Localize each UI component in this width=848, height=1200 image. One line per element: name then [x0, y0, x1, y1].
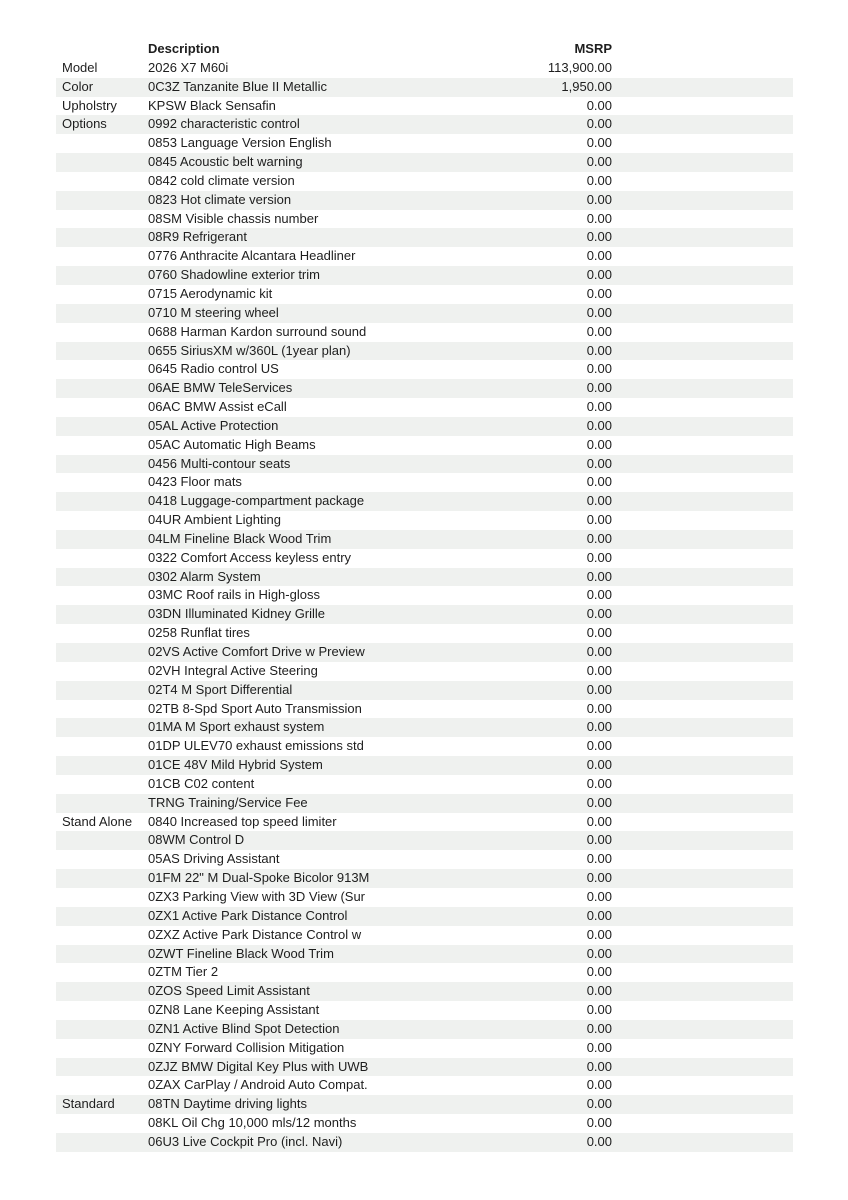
- row-msrp: 0.00: [586, 116, 612, 132]
- row-msrp: 0.00: [586, 662, 612, 678]
- row-description: 01FM 22" M Dual-Spoke Bicolor 913M: [148, 870, 370, 886]
- row-description: 0645 Radio control US: [148, 361, 279, 377]
- table-row: [56, 756, 793, 775]
- row-description: 0ZX1 Active Park Distance Control: [148, 907, 348, 923]
- row-category: Upholstry: [62, 97, 117, 113]
- table-row: [56, 605, 793, 624]
- row-msrp: 0.00: [586, 97, 612, 113]
- row-description: 04LM Fineline Black Wood Trim: [148, 530, 332, 546]
- row-msrp: 0.00: [586, 1058, 612, 1074]
- row-msrp: 0.00: [586, 888, 612, 904]
- row-description: 0C3Z Tanzanite Blue II Metallic: [148, 78, 327, 94]
- row-description: 0ZN8 Lane Keeping Assistant: [148, 1002, 320, 1018]
- table-row: [56, 379, 793, 398]
- table-row: [56, 266, 793, 285]
- table-row: [56, 643, 793, 662]
- row-description: 08WM Control D: [148, 832, 245, 848]
- row-msrp: 0.00: [586, 926, 612, 942]
- row-description: 03MC Roof rails in High-gloss: [148, 587, 320, 603]
- row-description: 06U3 Live Cockpit Pro (incl. Navi): [148, 1133, 343, 1149]
- row-description: 0760 Shadowline exterior trim: [148, 267, 320, 283]
- row-description: 05AC Automatic High Beams: [148, 436, 316, 452]
- row-msrp: 0.00: [586, 719, 612, 735]
- row-description: 0418 Luggage-compartment package: [148, 493, 365, 509]
- table-row: [56, 888, 793, 907]
- row-msrp: 0.00: [586, 285, 612, 301]
- row-msrp: 0.00: [586, 813, 612, 829]
- row-description: 0ZXZ Active Park Distance Control w: [148, 926, 362, 942]
- table-row: [56, 134, 793, 153]
- row-msrp: 0.00: [586, 380, 612, 396]
- row-msrp: 0.00: [586, 436, 612, 452]
- table-row: [56, 869, 793, 888]
- row-description: 02VH Integral Active Steering: [148, 662, 318, 678]
- row-description: 0715 Aerodynamic kit: [148, 285, 273, 301]
- row-msrp: 1,950.00: [561, 78, 612, 94]
- row-msrp: 0.00: [586, 1039, 612, 1055]
- row-description: 0258 Runflat tires: [148, 625, 250, 641]
- row-description: 0ZJZ BMW Digital Key Plus with UWB: [148, 1058, 369, 1074]
- row-description: 0ZX3 Parking View with 3D View (Sur: [148, 888, 366, 904]
- row-msrp: 0.00: [586, 172, 612, 188]
- row-msrp: 0.00: [586, 738, 612, 754]
- row-description: 03DN Illuminated Kidney Grille: [148, 606, 326, 622]
- row-category: Options: [62, 116, 107, 132]
- row-description: 08SM Visible chassis number: [148, 210, 319, 226]
- table-row: [56, 492, 793, 511]
- row-msrp: 0.00: [586, 210, 612, 226]
- table-row: [56, 549, 793, 568]
- row-msrp: 0.00: [586, 587, 612, 603]
- row-msrp: 0.00: [586, 757, 612, 773]
- table-row: [56, 1133, 793, 1152]
- row-msrp: 0.00: [586, 1002, 612, 1018]
- row-msrp: 0.00: [586, 304, 612, 320]
- table-row: [56, 1039, 793, 1058]
- table-row: [56, 455, 793, 474]
- row-description: 0823 Hot climate version: [148, 191, 292, 207]
- row-description: 0ZNY Forward Collision Mitigation: [148, 1039, 345, 1055]
- row-description: 06AC BMW Assist eCall: [148, 399, 287, 415]
- row-msrp: 0.00: [586, 870, 612, 886]
- row-description: 0ZTM Tier 2: [148, 964, 219, 980]
- row-msrp: 0.00: [586, 964, 612, 980]
- table-row: [56, 775, 793, 794]
- row-category: Standard: [62, 1096, 115, 1112]
- row-msrp: 0.00: [586, 191, 612, 207]
- table-row: [56, 304, 793, 323]
- table-row: [56, 700, 793, 719]
- row-description: 01MA M Sport exhaust system: [148, 719, 325, 735]
- table-row: [56, 210, 793, 229]
- row-description: 0845 Acoustic belt warning: [148, 154, 303, 170]
- row-msrp: 0.00: [586, 851, 612, 867]
- vehicle-pricing-table: [56, 40, 793, 1152]
- row-msrp: 0.00: [586, 399, 612, 415]
- row-msrp: 0.00: [586, 907, 612, 923]
- row-description: 02VS Active Comfort Drive w Preview: [148, 644, 365, 659]
- table-row: [56, 398, 793, 417]
- row-description: 0ZWT Fineline Black Wood Trim: [148, 945, 334, 961]
- row-description: 0456 Multi-contour seats: [148, 455, 291, 471]
- table-body: [56, 59, 793, 1152]
- table-row: [56, 115, 793, 134]
- header-msrp: MSRP: [574, 41, 612, 56]
- table-row: [56, 662, 793, 681]
- table-row: [56, 963, 793, 982]
- table-row: [56, 850, 793, 869]
- row-description: 08KL Oil Chg 10,000 mls/12 months: [148, 1115, 357, 1131]
- row-msrp: 0.00: [586, 549, 612, 565]
- row-msrp: 0.00: [586, 1077, 612, 1093]
- table-row: [56, 1020, 793, 1039]
- table-row: [56, 530, 793, 549]
- row-msrp: 0.00: [586, 1096, 612, 1112]
- row-category: Color: [62, 78, 94, 94]
- row-msrp: 0.00: [586, 1115, 612, 1131]
- table-row: [56, 718, 793, 737]
- table-row: [56, 945, 793, 964]
- table-row: [56, 982, 793, 1001]
- row-msrp: 0.00: [586, 606, 612, 622]
- row-description: 0710 M steering wheel: [148, 304, 279, 320]
- table-row: [56, 586, 793, 605]
- table-row: [56, 360, 793, 379]
- table-header: [56, 40, 793, 59]
- row-description: 0992 characteristic control: [148, 116, 300, 132]
- row-msrp: 113,900.00: [547, 59, 612, 75]
- table-row: [56, 97, 793, 116]
- table-row: [56, 153, 793, 172]
- table-row: [56, 907, 793, 926]
- row-msrp: 0.00: [586, 644, 612, 659]
- table-row: [56, 624, 793, 643]
- row-msrp: 0.00: [586, 1133, 612, 1149]
- table-row: [56, 342, 793, 361]
- table-row: [56, 568, 793, 587]
- table-row: [56, 59, 793, 78]
- row-description: 0842 cold climate version: [148, 172, 295, 188]
- row-msrp: 0.00: [586, 229, 612, 245]
- row-description: 0322 Comfort Access keyless entry: [148, 549, 352, 565]
- row-msrp: 0.00: [586, 681, 612, 697]
- table-row: [56, 1076, 793, 1095]
- row-description: 05AS Driving Assistant: [148, 851, 280, 867]
- table-row: [56, 191, 793, 210]
- row-description: 2026 X7 M60i: [148, 59, 229, 75]
- row-msrp: 0.00: [586, 474, 612, 490]
- table-row: [56, 1114, 793, 1133]
- row-description: 0ZAX CarPlay / Android Auto Compat.: [148, 1077, 368, 1093]
- row-msrp: 0.00: [586, 455, 612, 471]
- row-description: 0776 Anthracite Alcantara Headliner: [148, 248, 356, 264]
- row-description: 08R9 Refrigerant: [148, 229, 247, 245]
- row-msrp: 0.00: [586, 568, 612, 584]
- row-description: 08TN Daytime driving lights: [148, 1096, 307, 1112]
- table-row: [56, 436, 793, 455]
- table-row: [56, 813, 793, 832]
- row-msrp: 0.00: [586, 417, 612, 433]
- row-msrp: 0.00: [586, 512, 612, 528]
- row-msrp: 0.00: [586, 323, 612, 339]
- row-description: 05AL Active Protection: [148, 417, 279, 433]
- row-description: 01CE 48V Mild Hybrid System: [148, 757, 323, 773]
- row-msrp: 0.00: [586, 267, 612, 283]
- table-row: [56, 681, 793, 700]
- table-row: [56, 417, 793, 436]
- row-msrp: 0.00: [586, 832, 612, 848]
- row-description: 0853 Language Version English: [148, 135, 332, 151]
- table-row: [56, 794, 793, 813]
- row-msrp: 0.00: [586, 794, 612, 810]
- row-msrp: 0.00: [586, 493, 612, 509]
- row-msrp: 0.00: [586, 945, 612, 961]
- table-row: [56, 285, 793, 304]
- table-row: [56, 831, 793, 850]
- row-description: 02TB 8-Spd Sport Auto Transmission: [148, 700, 362, 716]
- table-row: [56, 1095, 793, 1114]
- table-row: [56, 511, 793, 530]
- row-description: KPSW Black Sensafin: [148, 97, 276, 113]
- row-description: 0840 Increased top speed limiter: [148, 813, 337, 829]
- row-msrp: 0.00: [586, 700, 612, 716]
- header-description: Description: [148, 41, 220, 56]
- row-msrp: 0.00: [586, 530, 612, 546]
- table-row: [56, 473, 793, 492]
- row-category: Model: [62, 59, 98, 75]
- table-row: [56, 78, 793, 97]
- row-msrp: 0.00: [586, 342, 612, 358]
- row-description: 0302 Alarm System: [148, 568, 261, 584]
- row-description: 0ZOS Speed Limit Assistant: [148, 983, 310, 999]
- row-description: 04UR Ambient Lighting: [148, 512, 281, 528]
- row-description: 0688 Harman Kardon surround sound: [148, 323, 367, 339]
- row-msrp: 0.00: [586, 625, 612, 641]
- table-row: [56, 323, 793, 342]
- row-msrp: 0.00: [586, 248, 612, 264]
- row-description: 0423 Floor mats: [148, 474, 242, 490]
- table-row: [56, 1001, 793, 1020]
- table-row: [56, 737, 793, 756]
- row-msrp: 0.00: [586, 983, 612, 999]
- row-description: 06AE BMW TeleServices: [148, 380, 293, 396]
- table-row: [56, 172, 793, 191]
- row-msrp: 0.00: [586, 135, 612, 151]
- row-description: 02T4 M Sport Differential: [148, 681, 293, 697]
- table-row: [56, 926, 793, 945]
- row-description: 01CB C02 content: [148, 775, 255, 791]
- row-description: 0ZN1 Active Blind Spot Detection: [148, 1020, 340, 1036]
- row-category: Stand Alone: [62, 813, 133, 829]
- table-row: [56, 228, 793, 247]
- table-row: [56, 247, 793, 266]
- row-description: TRNG Training/Service Fee: [148, 794, 308, 810]
- row-description: 0655 SiriusXM w/360L (1year plan): [148, 342, 351, 358]
- row-msrp: 0.00: [586, 154, 612, 170]
- row-msrp: 0.00: [586, 775, 612, 791]
- table-row: [56, 1058, 793, 1077]
- row-description: 01DP ULEV70 exhaust emissions std: [148, 738, 364, 754]
- row-msrp: 0.00: [586, 361, 612, 377]
- row-msrp: 0.00: [586, 1020, 612, 1036]
